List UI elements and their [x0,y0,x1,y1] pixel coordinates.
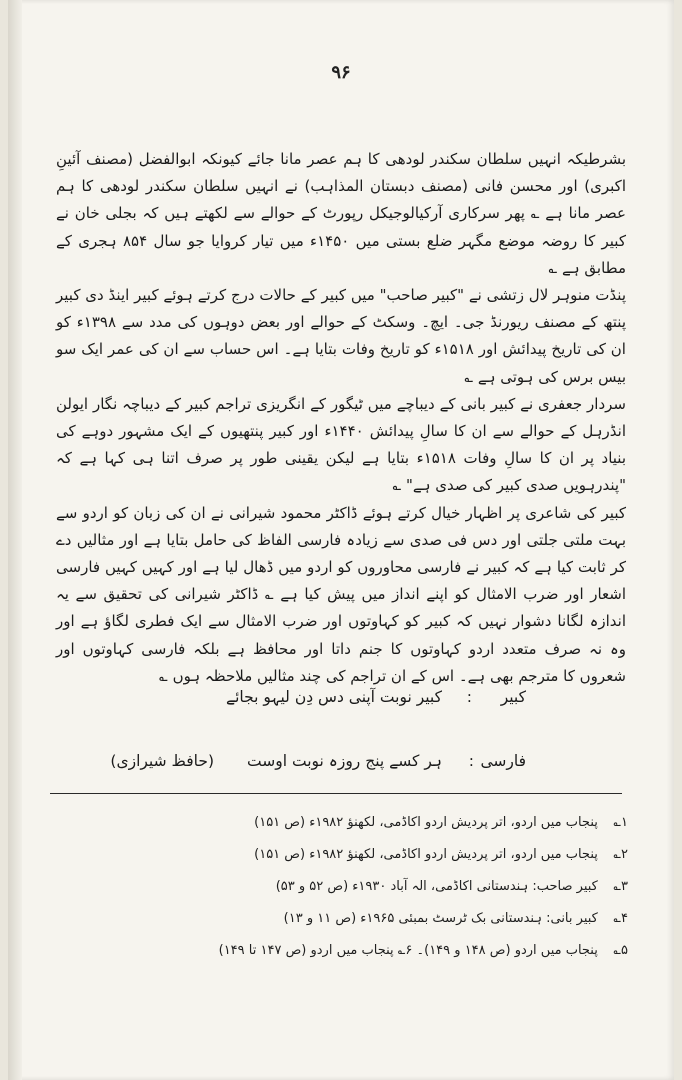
paragraph-3: سردار جعفری نے کبیر بانی کے دیباچے میں ٹیگور کے انگریزی تراجم کبیر کے دیباچہ نگار ایولن انڈرہل کے حوالے سے ان کا سالِ پیدائش ۱۴۴۰ء اور کبیر پنتھیوں کے ایک مشہور دوہے کی بنیاد پر ان کا سالِ وفات ۱۵۱۸ء بتایا ہے لیکن یقینی طور پر صرف اتنا ہی کہا ہے کہ "پندرہویں صدی کبیر کی صدی ہے" ؎ [56,394,627,495]
footnote-divider [50,793,622,794]
footnote-text: کبیر صاحب: ہندستانی اکاڈمی، الہ آباد ۱۹۳۰ء (ص ۵۲ و ۵۳) [275,879,598,894]
footnotes [158,812,628,972]
book-page [8,0,674,1080]
footnote-text: کبیر بانی: ہندستانی بک ٹرسٹ بمبئی ۱۹۶۵ء (ص ۱۱ و ۱۳) [283,911,598,926]
verse-colon: : [468,752,474,770]
footnote-marker: ۵؎ [613,943,628,958]
verse-colon: : [466,688,472,706]
footnote-3 [158,876,628,908]
paragraph-4: کبیر کی شاعری پر اظہار خیال کرتے ہوئے ڈاکٹر محمود شیرانی نے ان کی زبان کو اردو سے بہت ملتی جلتی اور دس فی صدی سے زیادہ فارسی الفاظ کی حامل بتایا ہے اور مثالیں دے کر ثابت کیا ہے کہ کبیر نے فارسی محاوروں کو اردو میں ڈھال لیا ہے اور کہیں کہیں فارسی اشعار اور ضرب الامثال کو اپنے انداز میں پیش کیا ہے ؎ ڈاکٹر شیرانی کی تحقیق سے یہ اندازہ لگانا دشوار نہیں کہ کبیر کو کہاوتوں اور ضرب الامثال سے ایک فطری لگاؤ ہے اور وہ نہ صرف متعدد اردو کہاوتوں کا جنم داتا اور محافظ ہے بلکہ فارسی کہاوتوں اور شعروں کا مترجم بھی ہے۔ اس کے ان تراجم کی چند مثالیں ملاحظہ ہوں ؎ [56,503,626,685]
paragraph-2: پنڈت منوہر لال زتشی نے "کبیر صاحب" میں کبیر کے حالات درج کرتے ہوئے کبیر اینڈ دی کبیر پنتھ کے مصنف ریورنڈ جی۔ ایچ۔ وسکٹ کے حوالے اور بعض دوہوں کی مدد سے ۱۳۹۸ء کو ان کی تاریخ پیدائش اور ۱۵۱۸ء کو تاریخ وفات بتایا ہے۔ اس حساب سے ان کی عمر ایک سو بیس برس کی ہوتی ہے ؎ [56,286,627,386]
verse-label-kabir: کبیر [500,688,526,706]
paragraph-1: بشرطیکہ انہیں سلطان سکندر لودھی کا ہم عصر مانا جائے کیونکہ ابوالفضل (مصنف آئینِ اکبری) اور محسن فانی (مصنف دبستان المذاہب) نے انہیں سلطان سکندر لودھی کا ہم عصر مانا ہے ؎ پھر سرکاری آرکیالوجیکل رپورٹ کے حوالے سے لکھتے ہیں کہ بجلی خان نے کبیر کا روضہ موضع مگہر ضلع بستی میں ۱۴۵۰ء میں تیار کروایا جو سال ۸۵۴ ہجری کے مطابق ہے ؎ [56,150,626,277]
footnote-marker: ۱؎ [613,815,628,830]
footnote-5 [158,940,628,972]
footnote-1 [158,812,628,844]
page-number: ۹۶ [331,62,351,83]
footnote-text: پنجاب میں اردو، اتر پردیش اردو اکاڈمی، لکھنؤ ۱۹۸۲ء (ص ۱۵۱) [254,815,598,830]
footnote-2 [158,844,628,876]
footnote-marker: ۳؎ [613,879,628,894]
verse-line-farsi: ہر کسے پنج روزہ نوبت اوست [247,752,442,770]
footnote-marker: ۴؎ [613,911,628,926]
verse-label-farsi: فارسی [480,752,526,770]
footnote-4 [158,908,628,940]
main-text [56,146,626,690]
verse-attribution: (حافظ شیرازی) [110,752,214,770]
footnote-marker: ۲؎ [613,847,628,862]
footnote-text: پنجاب میں اردو، اتر پردیش اردو اکاڈمی، لکھنؤ ۱۹۸۲ء (ص ۱۵۱) [254,847,598,862]
verse-line-kabir: کبیر نوبت آپنی دس دِن لیہو بجائے [226,688,442,706]
page-gutter-shadow [8,0,22,1080]
footnote-text: پنجاب میں اردو (ص ۱۴۸ و ۱۴۹)۔ ۶؎ پنجاب میں اردو (ص ۱۴۷ تا ۱۴۹) [218,943,598,958]
